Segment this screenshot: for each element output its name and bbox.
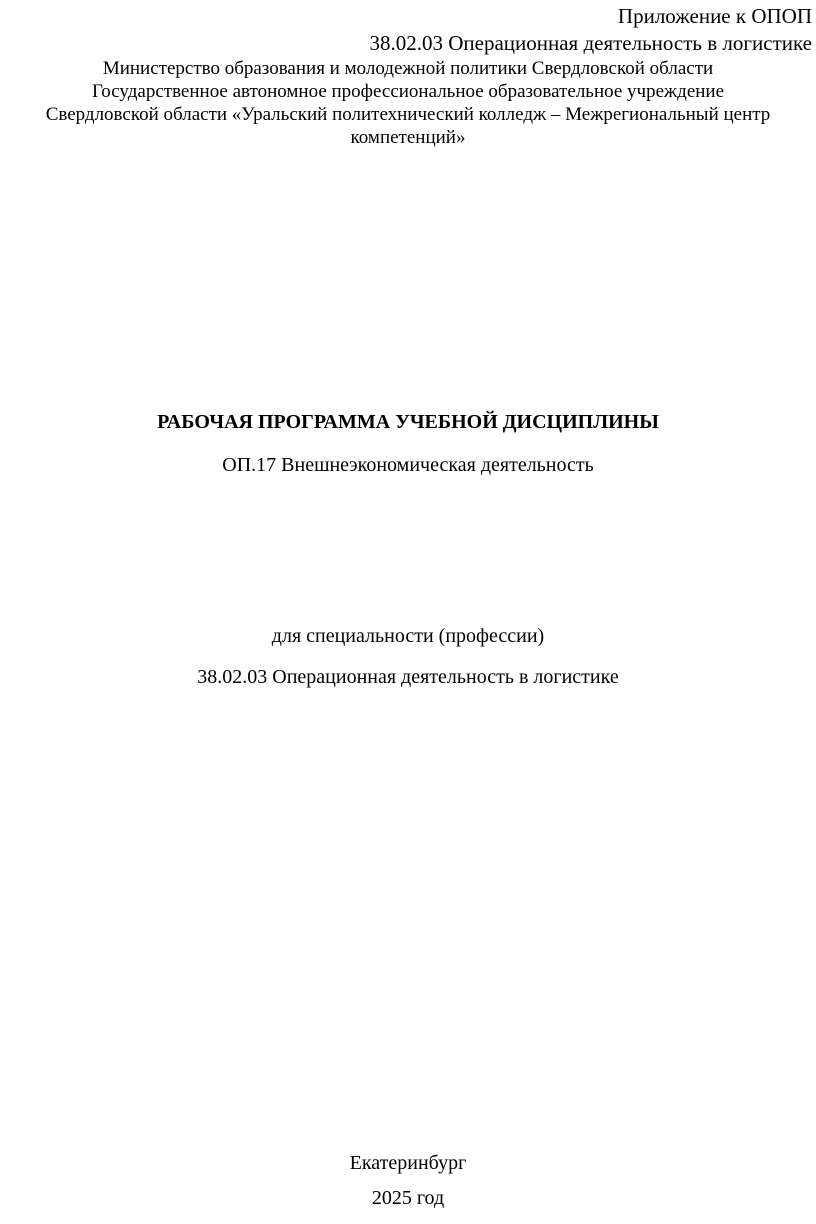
institution-line-3: компетенций» bbox=[350, 127, 466, 148]
appendix-line-2: 38.02.03 Операционная деятельность в логистике bbox=[369, 31, 812, 55]
year: 2025 год bbox=[371, 1187, 445, 1209]
institution-line-2: Свердловской области «Уральский политехнический колледж – Межрегиональный центр bbox=[45, 104, 771, 125]
ministry-line: Министерство образования и молодежной политики Свердловской области bbox=[102, 58, 714, 79]
appendix-line-1: Приложение к ОПОП bbox=[617, 4, 812, 28]
city: Екатеринбург bbox=[349, 1152, 467, 1174]
specialty-name: 38.02.03 Операционная деятельность в логистике bbox=[197, 666, 619, 688]
specialty-label: для специальности (профессии) bbox=[271, 625, 545, 647]
document-title: РАБОЧАЯ ПРОГРАММА УЧЕБНОЙ ДИСЦИПЛИНЫ bbox=[157, 411, 659, 433]
discipline-name: ОП.17 Внешнеэкономическая деятельность bbox=[222, 454, 594, 476]
institution-line-1: Государственное автономное профессиональное образовательное учреждение bbox=[91, 81, 725, 102]
